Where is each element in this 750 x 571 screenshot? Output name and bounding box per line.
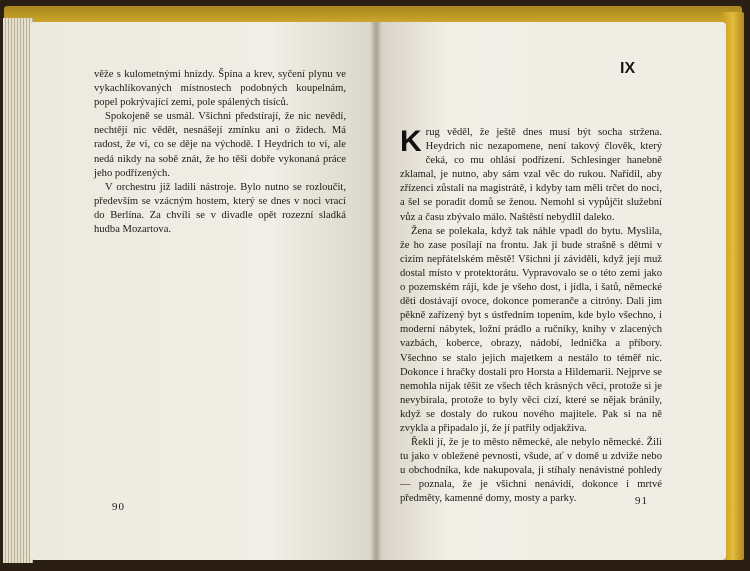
paragraph: Spokojeně se usmál. Všichni předstírají, že nic nevědí, nechtějí nic vědět, nesnášejí zmínku ani o židech. Má radost, že ví, co se děje na východě. I Heydrich to ví, ale nedá nikdy na sobě znát, že ho těší dobře vykonaná práce jeho podřízených. bbox=[94, 111, 346, 179]
left-page-body bbox=[94, 68, 346, 237]
paragraph: V orchestru již ladili nástroje. Bylo nutno se rozloučit, především se vzácným hostem, který se dnes v noci vrací do Berlína. Za chvíli se v divadle opět rozezní sladká hudba Mozartova. bbox=[94, 181, 346, 236]
paragraph: věže s kulometnými hnízdy. Špína a krev, syčení plynu ve vykachlíkovaných místnostech podobných koupelnám, popel pokrývající zemi, pole spálených tisíců. bbox=[94, 69, 346, 109]
book-gutter bbox=[370, 22, 382, 560]
page-number-left: 90 bbox=[112, 501, 125, 513]
paragraph: Žena se polekala, když tak náhle vpadl do bytu. Myslila, že ho zase posílají na frontu. Jak jí bude strašně s dětmi v cizím nepřátelském městě! Všichni jí záviděli, když její muž dostal místo v protektorátu. Vypravovalo se o této zemi jako o pozemském ráji, kde je všeho dost, i jídla, i šatů, německé děti dostávají ovoce, dokonce pomeranče a citróny. Dali jim pěkně zařízený byt s ústředním topením, kde bylo všechno, i moderní nábytek, ložní prádlo a ručníky, knihy v zlacených vazbách, koberce, obrazy, nádobí, lednička a příbory. Všechno se stalo jejich majetkem a nestálo to téměř nic. Dokonce i hračky dostali pro Horsta a Hildemarii. Nejprve se nemohla nijak těšit ze všech těch krásných věcí, protože si je nevybírala, protože to byly věci cizí, které se nějak bránily, když se dostaly do rukou nového majitele. Pak si na ně zvykla a připadalo jí, že jí patřily odjakživa. bbox=[400, 225, 662, 434]
drop-cap: K bbox=[400, 125, 422, 158]
chapter-number: IX bbox=[620, 60, 636, 77]
paragraph-opening bbox=[400, 126, 662, 225]
page-stack-edge bbox=[3, 18, 33, 563]
paragraph-text: rug věděl, že ještě dnes musí být socha stržena. Heydrich nic nezapomene, není takový člověk, který čeká, co mu ohlásí podřízení. Schlesinger hanebně zklamal, je nutno, aby sám vzal věc do rukou. Nařídil, aby zřízenci zůstali na magistrátě, i kdyby tam měli trčet do noci, a šel se poradit domů se ženou. Nemohl si vypůjčit služební vůz a času zbývalo málo. Naštěstí nebydlil daleko. bbox=[400, 127, 662, 223]
page-number-right: 91 bbox=[635, 495, 648, 507]
paragraph: Řekli jí, že je to město německé, ale nebylo německé. Žili tu jako v obležené pevnosti, všude, ať v domě u zdviže nebo u obchodníka, kde nakupovala, ji stíhaly nenávistné pohledy — poznala, že je všichni nenávidí, dokonce i mrtvé předměty, kamenné domy, mosty a parky. bbox=[400, 437, 662, 505]
right-page-body bbox=[400, 126, 662, 507]
